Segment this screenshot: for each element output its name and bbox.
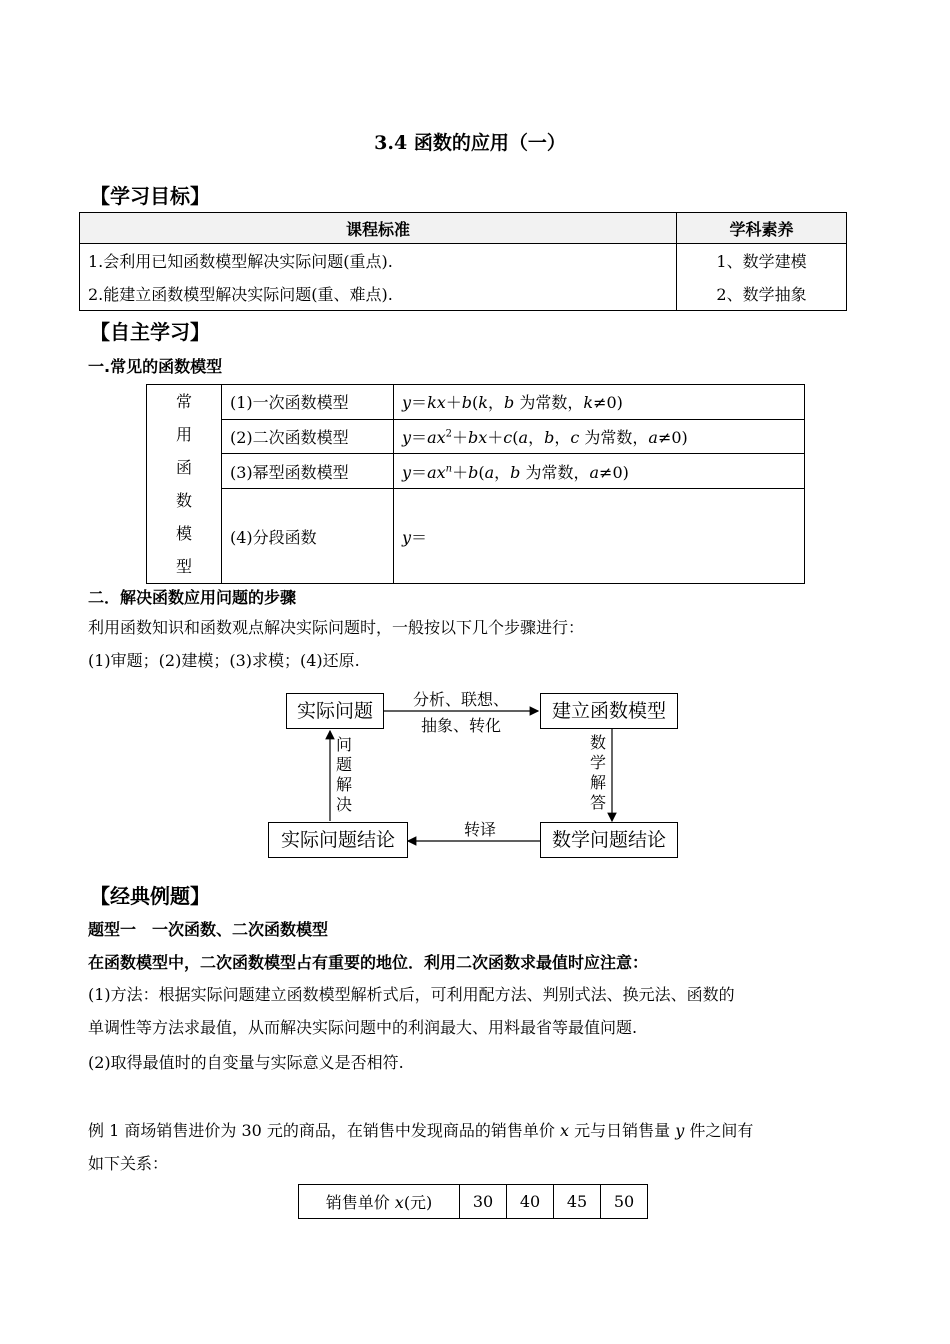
price-label: 销售单价 x(元) (299, 1185, 460, 1219)
vertical-char: 模 (175, 524, 192, 543)
goal-literacy-1: 1、数学建模 (677, 244, 847, 278)
label-problem-solve: 问 题 解 决 (335, 735, 352, 814)
model-name: (3)幂型函数模型 (222, 454, 394, 489)
model-name: (1)一次函数模型 (222, 385, 394, 420)
model-name: (4)分段函数 (222, 489, 394, 584)
vertical-char: 数 (175, 491, 192, 510)
example-1-line-2: 如下关系： (88, 1154, 169, 1173)
model-formula: y＝kx＋b(k，b 为常数，k≠0) (394, 385, 805, 420)
examples-heading: 【经典例题】 (90, 884, 210, 908)
box-real-problem: 实际问题 (286, 693, 384, 729)
self-study-heading: 【自主学习】 (90, 320, 210, 344)
price-table (298, 1184, 648, 1219)
goal-standard-2: 2.能建立函数模型解决实际问题(重、难点). (80, 277, 677, 311)
section-common-models: 一.常见的函数模型 (88, 357, 223, 376)
quadratic-note: 在函数模型中，二次函数模型占有重要的地位．利用二次函数求最值时应注意： (88, 953, 649, 972)
goals-col-literacy: 学科素养 (677, 213, 847, 244)
price-value: 40 (507, 1185, 554, 1219)
model-name: (2)二次函数模型 (222, 419, 394, 454)
price-value: 30 (460, 1185, 507, 1219)
box-build-model: 建立函数模型 (540, 693, 678, 729)
method-line-3: (2)取得最值时的自变量与实际意义是否相符. (88, 1053, 404, 1072)
label-translate: 转译 (463, 820, 496, 839)
question-type-1: 题型一 一次函数、二次函数模型 (88, 920, 329, 939)
vertical-char: 用 (175, 425, 192, 444)
goal-literacy-2: 2、数学抽象 (677, 277, 847, 311)
box-real-conclusion: 实际问题结论 (268, 822, 408, 858)
model-formula: y＝ (394, 489, 805, 584)
section-steps: 二．解决函数应用问题的步骤 (88, 588, 297, 607)
method-line-2: 单调性等方法求最值，从而解决实际问题中的利润最大、用料最省等最值问题. (88, 1018, 638, 1037)
price-value: 50 (601, 1185, 648, 1219)
models-vertical-label (147, 385, 222, 584)
steps-intro: 利用函数知识和函数观点解决实际问题时，一般按以下几个步骤进行： (88, 618, 585, 637)
label-analyze: 分析、联想、 (412, 690, 509, 709)
vertical-char: 函 (175, 458, 192, 477)
vertical-char: 常 (175, 392, 192, 411)
price-value: 45 (554, 1185, 601, 1219)
model-formula: $y=ax^n+b(a$，b 为常数，a≠0) (394, 454, 805, 489)
page-title: 3.4 函数的应用（一） (374, 132, 566, 154)
box-math-conclusion: 数学问题结论 (540, 822, 678, 858)
method-line-1: (1)方法：根据实际问题建立函数模型解析式后，可利用配方法、判别式法、换元法、函数的 (88, 985, 735, 1004)
example-1-line-1: 例 1 商场销售进价为 30 元的商品，在销售中发现商品的销售单价 x 元与日销售量 y 件之间有 (88, 1121, 754, 1140)
label-abstract: 抽象、转化 (420, 716, 501, 735)
goals-heading: 【学习目标】 (90, 184, 210, 208)
steps-list: (1)审题；(2)建模；(3)求模；(4)还原. (88, 651, 360, 670)
label-math-solve: 数 学 解 答 (589, 733, 606, 812)
goals-col-standard: 课程标准 (80, 213, 677, 244)
vertical-char: 型 (175, 557, 192, 576)
goal-standard-1: 1.会利用已知函数模型解决实际问题(重点). (80, 244, 677, 278)
flow-diagram (260, 685, 690, 860)
models-table (146, 384, 805, 584)
model-formula: $y=ax^2+bx+c(a$，b，c 为常数，a≠0) (394, 419, 805, 454)
goals-table (79, 212, 847, 311)
